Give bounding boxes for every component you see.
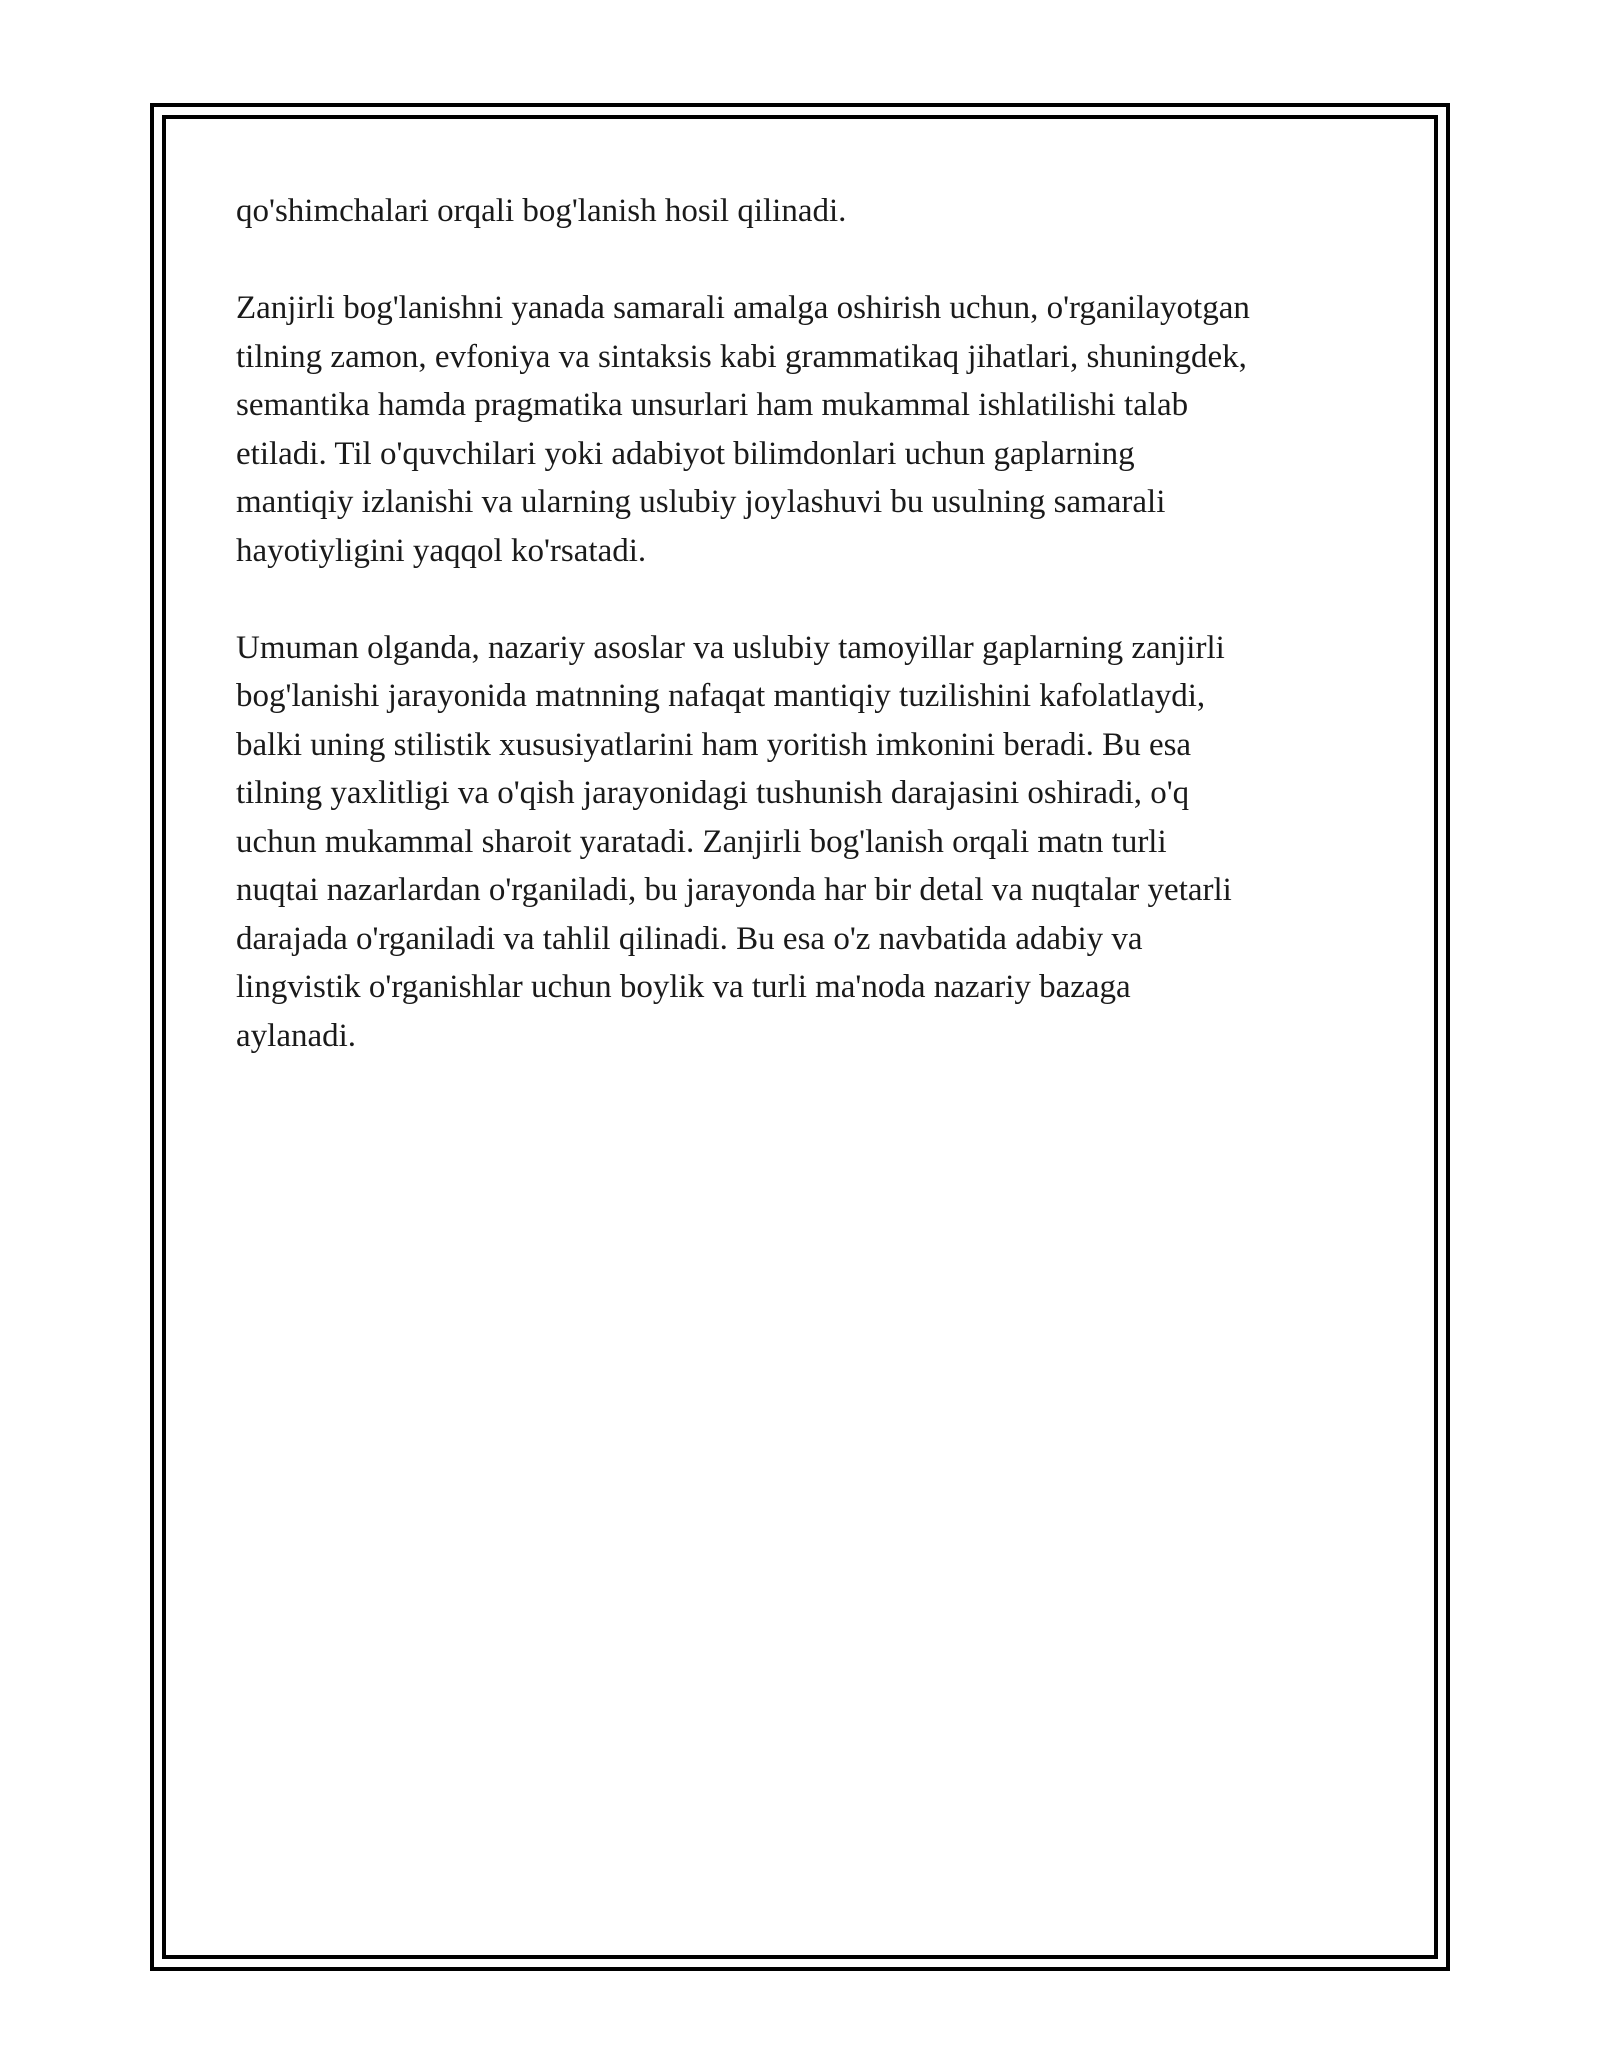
paragraph-1: qo'shimchalari orqali bog'lanish hosil qilinadi. — [236, 193, 847, 229]
paragraph-3: Umuman olganda, nazariy asoslar va uslubiy tamoyillar gaplarning zanjirli bog'lanishi jarayonida matnning nafaqat mantiqiy tuzilishini kafolatlaydi, balki uning stilistik xususiyatlarini ham yoritish imkonini beradi. Bu esa tilning yaxlitligi va o'qish jarayonidagi tushunish darajasini oshiradi, o'q uchun mukammal sharoit yaratadi. Zanjirli bog'lanish orqali matn turli nuqtai nazarlardan o'rganiladi, bu jarayonda har bir detal va nuqtalar yetarli darajada o'rganiladi va tahlil qilinadi. Bu esa o'z navbatida adabiy va lingvistik o'rganishlar uchun boylik va turli ma'noda nazariy bazaga aylanadi. — [236, 629, 1232, 1054]
document-body — [236, 187, 1386, 1109]
paragraph-2: Zanjirli bog'lanishni yanada samarali amalga oshirish uchun, o'rganilayotgan tilning zamon, evfoniya va sintaksis kabi grammatikaq jihatlari, shuningdek, semantika hamda pragmatika unsurlari ham mukammal ishlatilishi talab etiladi. Til o'quvchilari yoki adabiyot bilimdonlari uchun gaplarning mantiqiy izlanishi va ularning uslubiy joylashuvi bu usulning samarali hayotiyligini yaqqol ko'rsatadi. — [236, 290, 1250, 569]
